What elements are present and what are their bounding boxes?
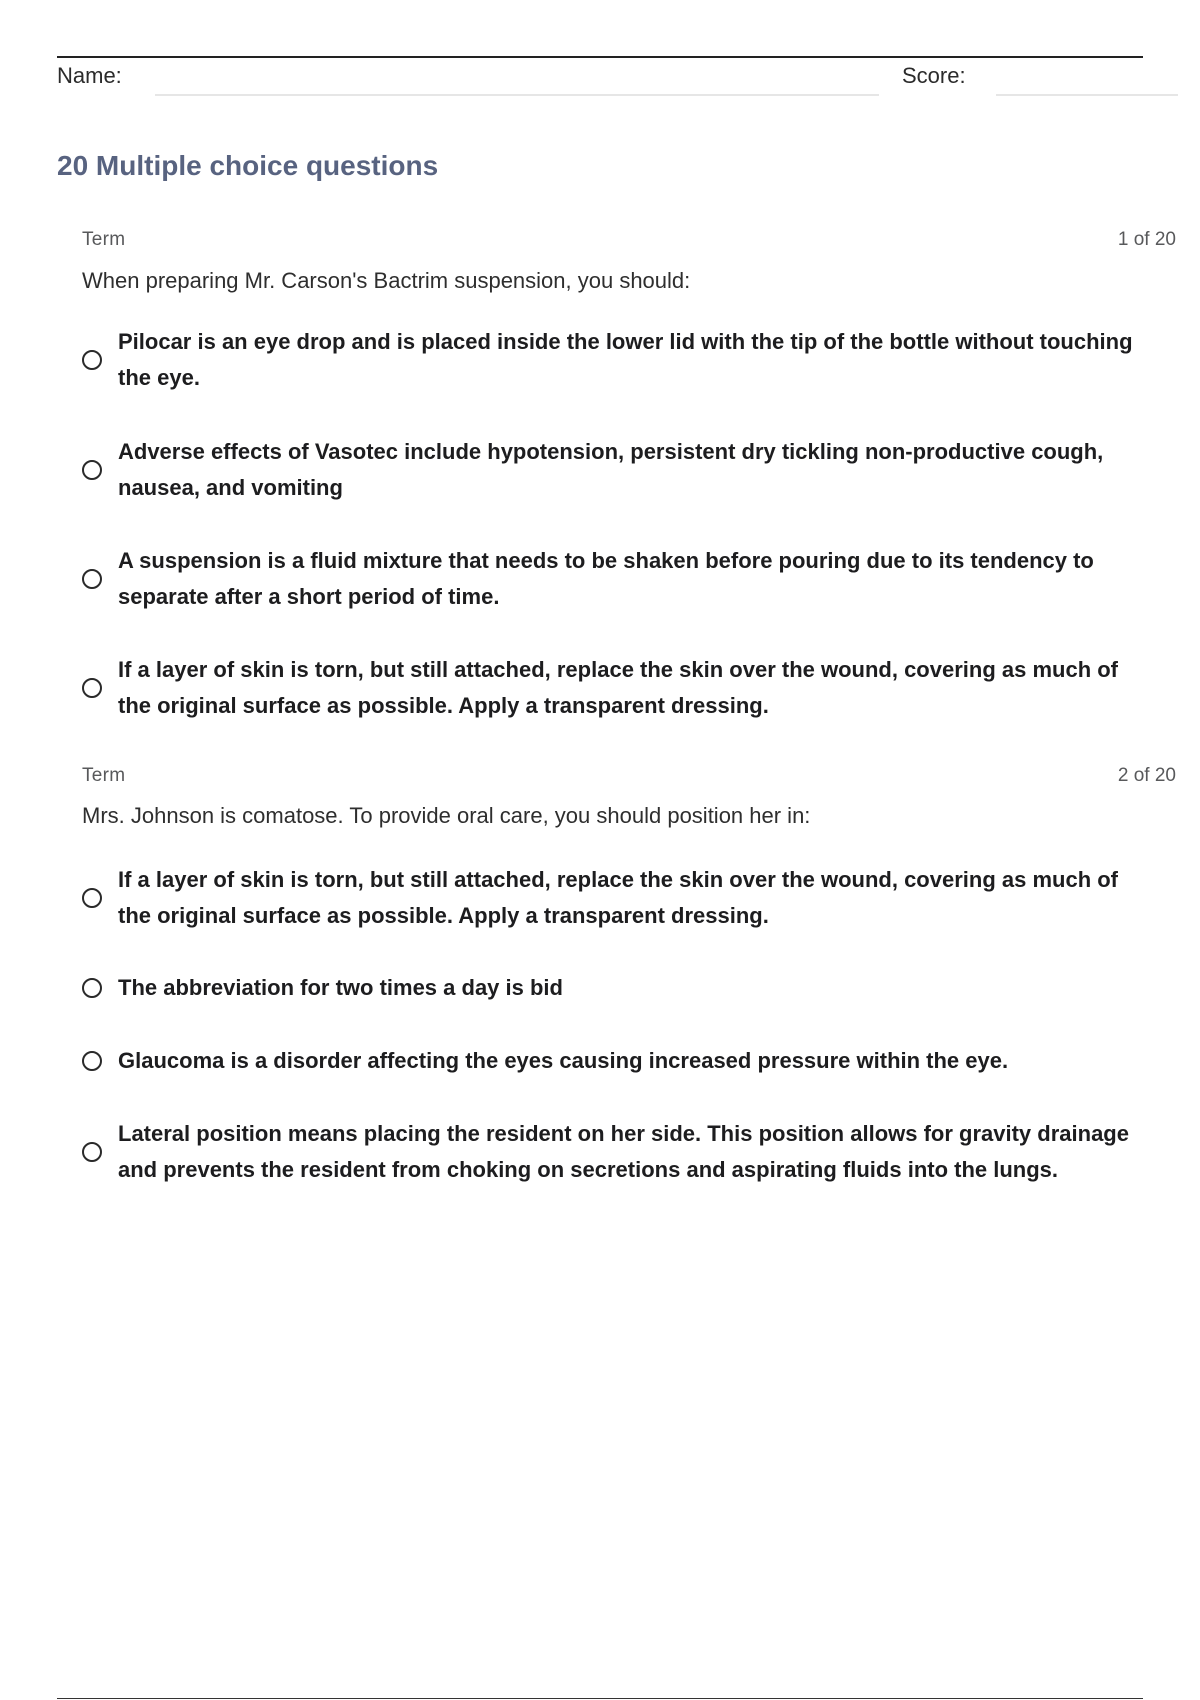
top-divider: [57, 56, 1143, 58]
name-label: Name:: [57, 63, 122, 88]
answer-option[interactable]: [82, 1043, 1142, 1079]
answer-option-text: A suspension is a fluid mixture that needs to be shaken before pouring due to its tendency to separate after a short period of time.: [118, 548, 1094, 609]
answer-option-text: If a layer of skin is torn, but still attached, replace the skin over the wound, covering as much of the original surface as possible. Apply a transparent dressing.: [118, 867, 1119, 928]
answer-option[interactable]: [82, 652, 1142, 724]
question-prompt: Mrs. Johnson is comatose. To provide oral care, you should position her in:: [82, 803, 811, 828]
answer-option-text: Adverse effects of Vasotec include hypotension, persistent dry tickling non-productive cough, nausea, and vomiting: [118, 439, 1104, 500]
question-counter: 2 of 20: [1117, 765, 1176, 786]
answer-option[interactable]: [82, 434, 1142, 506]
term-label: Term: [82, 229, 126, 250]
question-prompt: When preparing Mr. Carson's Bactrim suspension, you should:: [82, 268, 691, 293]
answer-option-text: Lateral position means placing the resident on her side. This position allows for gravity drainage and prevents the resident from choking on secretions and aspirating fluids into the lungs.: [118, 1121, 1129, 1182]
answer-option-text: The abbreviation for two times a day is bid: [118, 975, 563, 1000]
score-input-line[interactable]: [996, 94, 1178, 96]
answer-option[interactable]: [82, 970, 1142, 1006]
answer-option[interactable]: [82, 543, 1142, 615]
radio-button-icon[interactable]: [82, 1142, 102, 1162]
score-label: Score:: [902, 63, 966, 88]
radio-button-icon[interactable]: [82, 569, 102, 589]
radio-button-icon[interactable]: [82, 888, 102, 908]
page-title: 20 Multiple choice questions: [57, 150, 439, 181]
radio-button-icon[interactable]: [82, 350, 102, 370]
answer-option[interactable]: [82, 324, 1142, 396]
radio-button-icon[interactable]: [82, 460, 102, 480]
bottom-divider: [57, 1698, 1143, 1699]
question-counter: 1 of 20: [1117, 229, 1176, 250]
answer-option[interactable]: [82, 1116, 1142, 1188]
answer-option-text: Pilocar is an eye drop and is placed inside the lower lid with the tip of the bottle without touching the eye.: [118, 329, 1133, 390]
answer-option-text: If a layer of skin is torn, but still attached, replace the skin over the wound, covering as much of the original surface as possible. Apply a transparent dressing.: [118, 657, 1119, 718]
radio-button-icon[interactable]: [82, 678, 102, 698]
answer-option-text: Glaucoma is a disorder affecting the eyes causing increased pressure within the eye.: [118, 1048, 1009, 1073]
radio-button-icon[interactable]: [82, 978, 102, 998]
name-input-line[interactable]: [155, 94, 879, 96]
answer-option[interactable]: [82, 862, 1142, 934]
term-label: Term: [82, 765, 126, 786]
radio-button-icon[interactable]: [82, 1051, 102, 1071]
